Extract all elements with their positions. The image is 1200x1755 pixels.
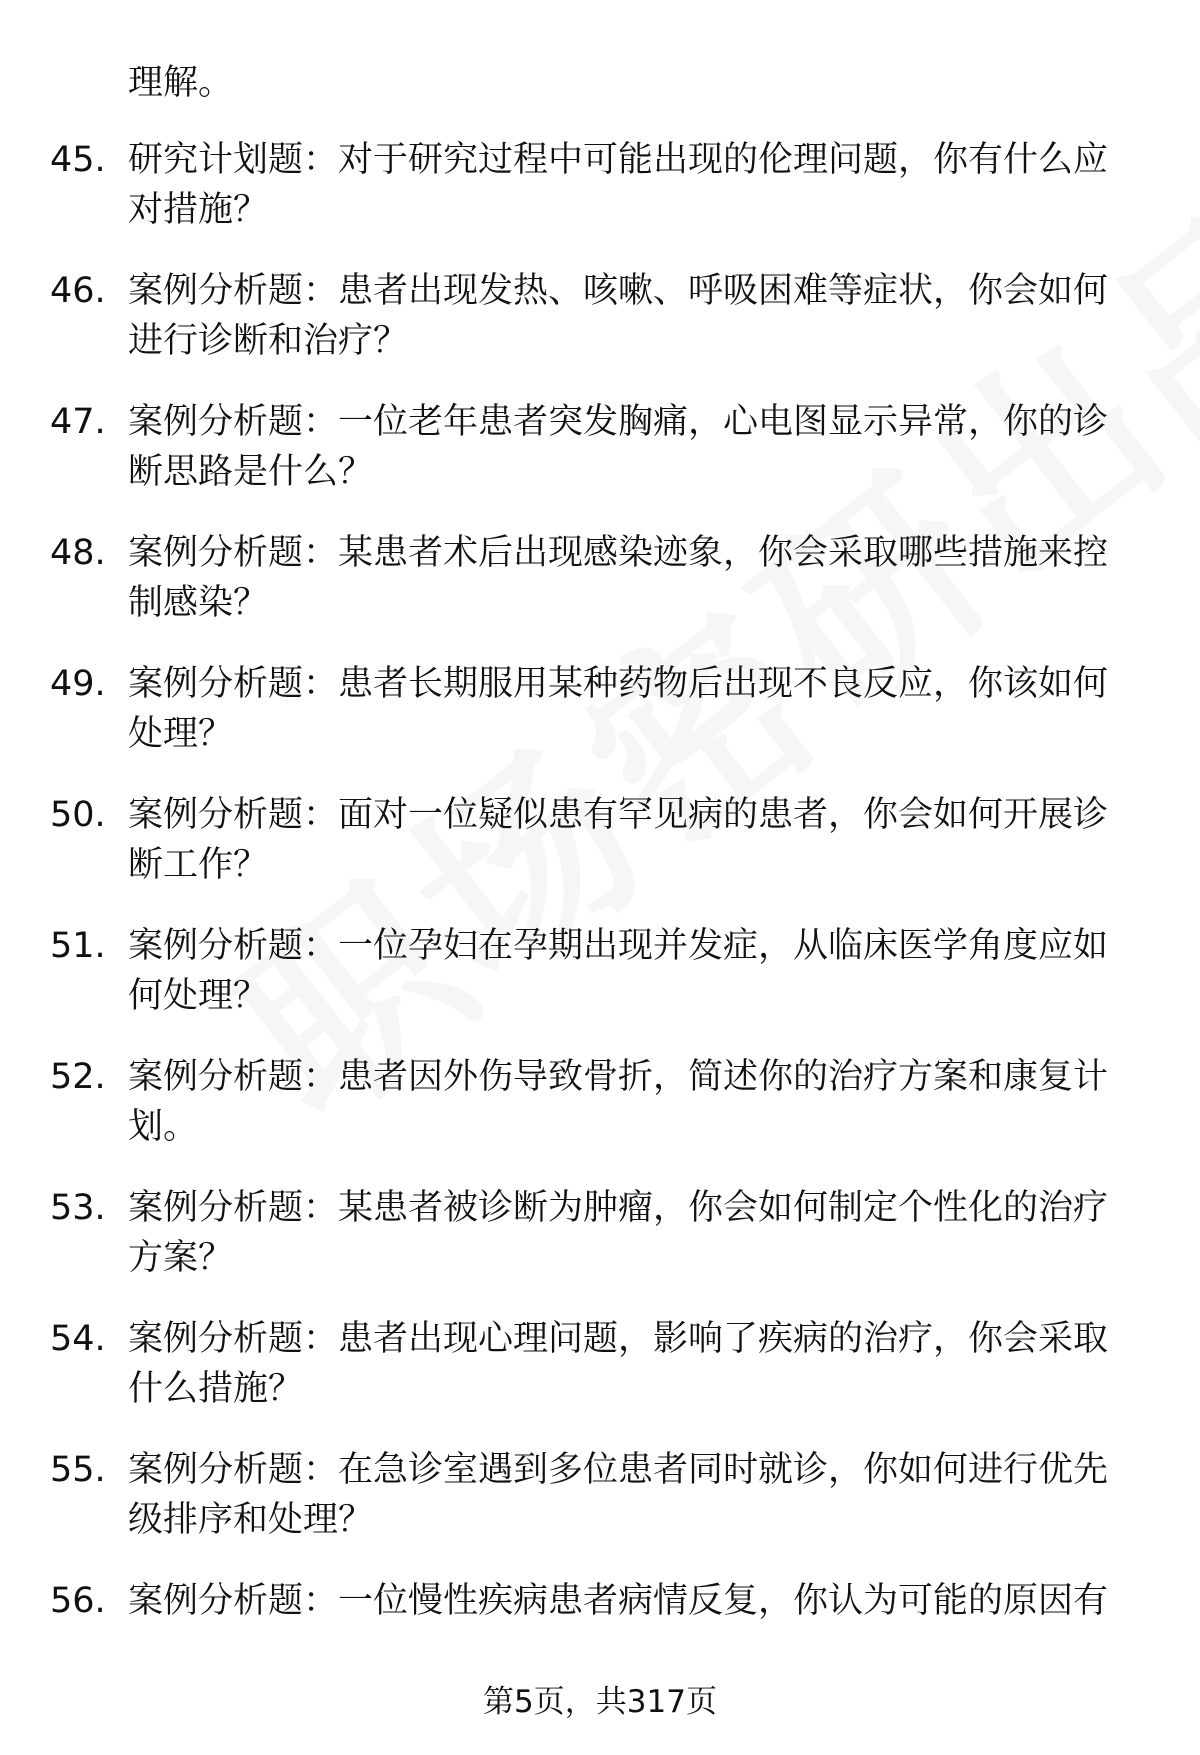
carry-over-text: 理解。	[128, 63, 234, 103]
question-number: 53.	[50, 1188, 106, 1228]
question-item	[0, 266, 1200, 397]
question-line: 案例分析题：一位孕妇在孕期出现并发症，从临床医学角度应如	[128, 926, 1109, 966]
question-list	[0, 135, 1200, 1707]
question-item	[0, 1052, 1200, 1183]
question-line: 案例分析题：患者出现发热、咳嗽、呼吸困难等症状，你会如何	[128, 271, 1109, 311]
question-item	[0, 659, 1200, 790]
question-line: 案例分析题：在急诊室遇到多位患者同时就诊，你如何进行优先	[128, 1450, 1109, 1490]
question-text	[128, 1314, 1138, 1414]
question-line: 进行诊断和治疗？	[128, 321, 409, 361]
question-text	[128, 1052, 1138, 1152]
question-item	[0, 397, 1200, 528]
question-number: 55.	[50, 1450, 106, 1490]
question-number: 56.	[50, 1581, 106, 1621]
question-line: 何处理？	[128, 976, 269, 1016]
question-item	[0, 135, 1200, 266]
question-text	[128, 1576, 1138, 1626]
question-number: 51.	[50, 926, 106, 966]
question-line: 划。	[128, 1107, 199, 1147]
question-text	[128, 528, 1138, 628]
page-footer: 第5页，共317页	[483, 1684, 717, 1720]
question-line: 处理？	[128, 714, 234, 754]
question-number: 48.	[50, 533, 106, 573]
question-item	[0, 921, 1200, 1052]
question-text	[128, 921, 1138, 1021]
question-number: 45.	[50, 140, 106, 180]
question-item	[0, 1445, 1200, 1576]
question-line: 制感染？	[128, 583, 269, 623]
question-number: 47.	[50, 402, 106, 442]
question-line: 方案？	[128, 1238, 234, 1278]
question-line: 案例分析题：患者因外伤导致骨折，简述你的治疗方案和康复计	[128, 1057, 1109, 1097]
question-line: 案例分析题：某患者术后出现感染迹象，你会采取哪些措施来控	[128, 533, 1109, 573]
question-line: 对措施？	[128, 190, 269, 230]
question-line: 断工作？	[128, 845, 269, 885]
question-line: 级排序和处理？	[128, 1500, 374, 1540]
question-number: 46.	[50, 271, 106, 311]
question-item	[0, 528, 1200, 659]
question-line: 什么措施？	[128, 1369, 304, 1409]
question-item	[0, 1314, 1200, 1445]
question-text	[128, 790, 1138, 890]
question-text	[128, 1445, 1138, 1545]
question-line: 案例分析题：面对一位疑似患有罕见病的患者，你会如何开展诊	[128, 795, 1109, 835]
question-number: 49.	[50, 664, 106, 704]
question-number: 50.	[50, 795, 106, 835]
question-item	[0, 1183, 1200, 1314]
question-text	[128, 1183, 1138, 1283]
question-number: 54.	[50, 1319, 106, 1359]
question-line: 案例分析题：某患者被诊断为肿瘤，你会如何制定个性化的治疗	[128, 1188, 1109, 1228]
question-text	[128, 659, 1138, 759]
question-text	[128, 135, 1138, 235]
question-item	[0, 790, 1200, 921]
question-line: 案例分析题：一位老年患者突发胸痛，心电图显示异常，你的诊	[128, 402, 1109, 442]
question-number: 52.	[50, 1057, 106, 1097]
question-text	[128, 266, 1138, 366]
question-line: 案例分析题：一位慢性疾病患者病情反复，你认为可能的原因有	[128, 1581, 1109, 1621]
question-line: 断思路是什么？	[128, 452, 374, 492]
question-line: 研究计划题：对于研究过程中可能出现的伦理问题，你有什么应	[128, 140, 1109, 180]
question-line: 案例分析题：患者出现心理问题，影响了疾病的治疗，你会采取	[128, 1319, 1109, 1359]
question-line: 案例分析题：患者长期服用某种药物后出现不良反应，你该如何	[128, 664, 1109, 704]
question-text	[128, 397, 1138, 497]
